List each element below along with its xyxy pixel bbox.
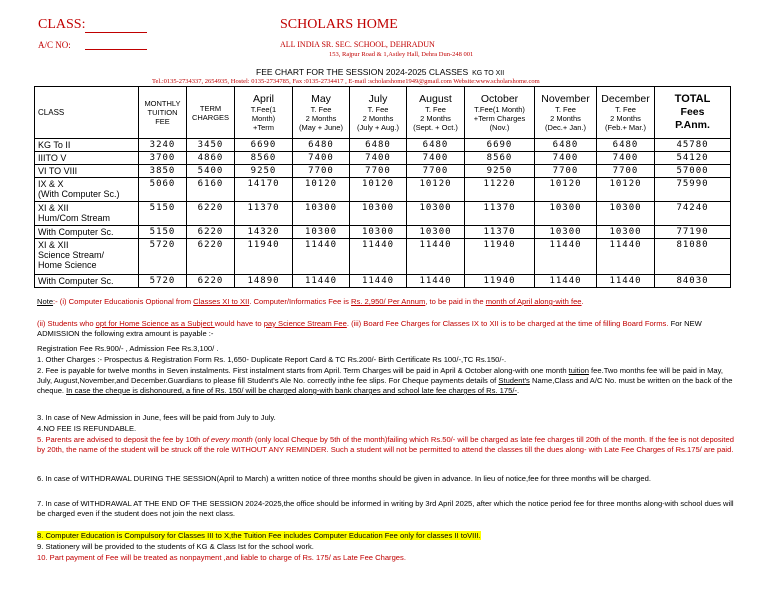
fee-cell: 7700 — [597, 165, 655, 178]
fee-cell: 3700 — [139, 152, 187, 165]
point-5: 5. Parents are advised to deposit the fee by 10th of every month (only local Cheque by 5th of the month)failing which Rs.50/- will be charged as late fee charges till 20th of the month. If the fee is not deposited by 20th, the name of the student will be struck off the role WITHOUT ANY REMINDER. Such a student will not be permitted to attend the classes till the dues along- with Late Fee Charges of Rs.175/ are paid. — [37, 435, 734, 454]
fee-cell: 7700 — [350, 165, 407, 178]
table-header-row — [35, 87, 731, 139]
fee-cell: 7400 — [597, 152, 655, 165]
fee-cell: 57000 — [655, 165, 731, 178]
fee-cell: 10300 — [407, 226, 465, 239]
point-8 — [37, 531, 737, 541]
fee-cell: 7400 — [535, 152, 597, 165]
fee-cell: 11940 — [465, 275, 535, 288]
fee-cell: 5060 — [139, 178, 187, 202]
fee-cell: 10300 — [293, 202, 350, 226]
header-monthly-tuition: MONTHLY TUITION FEE — [139, 87, 187, 139]
fee-cell: 5400 — [187, 165, 235, 178]
fee-cell: 84030 — [655, 275, 731, 288]
class-name-line: Hum/Com Stream — [38, 213, 111, 223]
class-name-line: Science Stream/ — [38, 250, 105, 260]
fee-cell: 11370 — [465, 202, 535, 226]
fee-table — [34, 86, 731, 288]
header-july: July T. Fee 2 Months (July + Aug.) — [350, 87, 407, 139]
fee-cell: 11440 — [535, 275, 597, 288]
fee-cell: 6160 — [187, 178, 235, 202]
table-row — [35, 239, 731, 275]
table-row — [35, 226, 731, 239]
point-3: 3. In case of New Admission in June, fees will be paid from July to July. — [37, 413, 276, 422]
fee-cell: 6480 — [597, 139, 655, 152]
fee-cell: 14170 — [235, 178, 293, 202]
school-address: 153, Rajpur Road & 1,Astley Hall, Dehra Dun-248 001 — [329, 51, 474, 58]
class-cell — [35, 152, 139, 165]
point-9: 9. Stationery will be provided to the students of KG & Class Ist for the school work. — [37, 542, 314, 551]
fee-cell: 7400 — [293, 152, 350, 165]
fee-cell: 75990 — [655, 178, 731, 202]
class-name-line: KG To II — [38, 140, 71, 150]
fee-cell: 7700 — [535, 165, 597, 178]
fee-cell: 4860 — [187, 152, 235, 165]
note-1: Note:- (i) Computer Educationis Optional from Classes XI to XII. Computer/Informatics Fee is Rs. 2,950/ Per Annum, to be paid in the month of April along-with fee. — [37, 297, 584, 306]
class-name-line: VI TO VIII — [38, 166, 78, 176]
contact-line: Tel.:0135-2734337, 2654935, Hostel: 0135-2734785, Fax :0135-2734417 , E-mail :scholarshome1949@gmail.com Website:www.scholarshome.com — [152, 78, 540, 85]
fee-cell: 3450 — [187, 139, 235, 152]
class-cell — [35, 165, 139, 178]
fee-cell: 9250 — [235, 165, 293, 178]
class-cell — [35, 202, 139, 226]
fee-cell: 11940 — [235, 239, 293, 275]
class-blank-line — [85, 20, 147, 33]
table-row — [35, 275, 731, 288]
fee-cell: 5150 — [139, 202, 187, 226]
header-total: TOTAL Fees P.Anm. — [655, 87, 731, 139]
fee-cell: 11440 — [293, 239, 350, 275]
point-6: 6. In case of WITHDRAWAL DURING THE SESSION(April to March) a written notice of three months should be given in advance. In lieu of notice,fee for three months will be charged. — [37, 474, 651, 483]
fee-cell: 10300 — [350, 226, 407, 239]
fee-cell: 45780 — [655, 139, 731, 152]
point-7: 7. In case of WITHDRAWAL AT THE END OF THE SESSION 2024-2025,the office should be informed in writing by 3rd April 2025, after which the notice period fee for three months along-with school dues will be charged even if the student does not join the next class. — [37, 499, 734, 518]
fee-cell: 6220 — [187, 202, 235, 226]
fee-chart-title-classes: KG TO XII — [472, 70, 505, 77]
fee-cell: 11370 — [465, 226, 535, 239]
fee-cell: 54120 — [655, 152, 731, 165]
class-cell — [35, 226, 139, 239]
fee-cell: 5150 — [139, 226, 187, 239]
fee-cell: 11440 — [350, 275, 407, 288]
fee-cell: 77190 — [655, 226, 731, 239]
ac-no-blank-line — [85, 41, 147, 50]
table-row — [35, 178, 731, 202]
fee-cell: 10120 — [293, 178, 350, 202]
fee-cell: 11370 — [235, 202, 293, 226]
header-december: December T. Fee 2 Months (Feb.+ Mar.) — [597, 87, 655, 139]
header-april: April T.Fee(1 Month) +Term — [235, 87, 293, 139]
fee-cell: 10300 — [293, 226, 350, 239]
fee-cell: 81080 — [655, 239, 731, 275]
fee-cell: 7400 — [407, 152, 465, 165]
fee-cell: 5720 — [139, 275, 187, 288]
fee-cell: 9250 — [465, 165, 535, 178]
table-row — [35, 202, 731, 226]
fee-cell: 14320 — [235, 226, 293, 239]
header-august: August T. Fee 2 Months (Sept. + Oct.) — [407, 87, 465, 139]
fee-cell: 6480 — [293, 139, 350, 152]
fee-cell: 7400 — [350, 152, 407, 165]
class-name-line: Home Science — [38, 260, 97, 270]
fee-cell: 11440 — [293, 275, 350, 288]
fee-cell: 3850 — [139, 165, 187, 178]
registration-fee-line: Registration Fee Rs.900/- , Admission Fee Rs.3,100/ . — [37, 344, 219, 353]
fee-cell: 74240 — [655, 202, 731, 226]
table-row — [35, 165, 731, 178]
fee-cell: 6690 — [465, 139, 535, 152]
fee-cell: 10120 — [407, 178, 465, 202]
class-name-line: With Computer Sc. — [38, 276, 114, 286]
point-10: 10. Part payment of Fee will be treated as nonpayment ,and liable to charge of Rs. 175/ as Late Fee Charges. — [37, 553, 406, 562]
class-name-line: XI & XII — [38, 240, 69, 250]
fee-cell: 10300 — [597, 226, 655, 239]
class-field — [38, 17, 147, 33]
fee-table-body — [35, 139, 731, 288]
fee-cell: 10120 — [535, 178, 597, 202]
fee-cell: 10300 — [597, 202, 655, 226]
fee-cell: 8560 — [465, 152, 535, 165]
point-8-highlight: 8. Computer Education is Compulsory for Classes III to X,the Tuition Fee includes Computer Education Fee only for classes II toVIII. — [37, 531, 481, 540]
fee-chart-title-text: FEE CHART FOR THE SESSION 2024-2025 CLASSES — [256, 67, 469, 77]
fee-cell: 11440 — [535, 239, 597, 275]
school-subtitle: ALL INDIA SR. SEC. SCHOOL, DEHRADUN — [280, 40, 435, 49]
table-row — [35, 139, 731, 152]
fee-cell: 11440 — [597, 275, 655, 288]
fee-cell: 6480 — [407, 139, 465, 152]
school-name: SCHOLARS HOME — [280, 17, 398, 32]
fee-cell: 10300 — [350, 202, 407, 226]
fee-cell: 5720 — [139, 239, 187, 275]
fee-cell: 10300 — [535, 202, 597, 226]
ac-no-label: A/C NO: — [38, 40, 71, 50]
class-cell — [35, 275, 139, 288]
header-october: October T.Fee(1 Month) +Term Charges (Nov.) — [465, 87, 535, 139]
point-2: 2. Fee is payable for twelve months in Seven instalments. First instalment starts from April. Term Charges will be paid in April & October along-with one month tuition fee.Two months fee will be paid in May, July, August,November,and December.Guardians to please fill Student's Ale No. correctly inthe fee slips. For Cheque payments details of Student's Name,Class and A/C No. must be written on the back of the cheque. In case the cheque is dishonoured, a fine of Rs. 150/ will be charged along-with bank charges and school late fee charges of Rs. 175/-. — [37, 366, 733, 395]
point-4: 4.NO FEE IS REFUNDABLE. — [37, 424, 137, 433]
class-name-line: IIITO V — [38, 153, 67, 163]
fee-cell: 6220 — [187, 275, 235, 288]
class-name-line: With Computer Sc. — [38, 227, 114, 237]
fee-cell: 14890 — [235, 275, 293, 288]
class-name-line: IX & X — [38, 179, 64, 189]
header-term-charges: TERM CHARGES — [187, 87, 235, 139]
fee-chart-title — [256, 67, 504, 77]
fee-cell: 10300 — [535, 226, 597, 239]
fee-cell: 6480 — [535, 139, 597, 152]
fee-cell: 8560 — [235, 152, 293, 165]
header-november: November T. Fee 2 Months (Dec.+ Jan.) — [535, 87, 597, 139]
class-cell — [35, 239, 139, 275]
fee-cell: 3240 — [139, 139, 187, 152]
point-1: 1. Other Charges :- Prospectus & Registration Form Rs. 1,650- Duplicate Report Card & TC Rs.200/- Birth Certificate Rs 100/-,TC Rs.150/-. — [37, 355, 507, 364]
class-label: CLASS: — [38, 17, 86, 32]
fee-cell: 6690 — [235, 139, 293, 152]
class-name-line: (With Computer Sc.) — [38, 189, 120, 199]
fee-cell: 6220 — [187, 239, 235, 275]
fee-cell: 11940 — [465, 239, 535, 275]
class-cell — [35, 139, 139, 152]
fee-cell: 10300 — [407, 202, 465, 226]
fee-cell: 7700 — [293, 165, 350, 178]
fee-cell: 6480 — [350, 139, 407, 152]
fee-cell: 11440 — [407, 239, 465, 275]
fee-cell: 10120 — [597, 178, 655, 202]
class-name-line: XI & XII — [38, 203, 69, 213]
fee-cell: 10120 — [350, 178, 407, 202]
fee-cell: 11440 — [350, 239, 407, 275]
note-2: (ii) Students who opt for Home Science as a Subject would have to pay Science Stream Fee. (iii) Board Fee Charges for Classes IX to XII is to be charged at the time of filling Board Forms. For NEW ADMISSION the following extra amount is payable :- — [37, 319, 702, 338]
fee-cell: 11440 — [407, 275, 465, 288]
header-class: CLASS — [35, 87, 139, 139]
fee-cell: 11440 — [597, 239, 655, 275]
fee-cell: 7700 — [407, 165, 465, 178]
header-may: May T. Fee 2 Months (May + June) — [293, 87, 350, 139]
fee-cell: 6220 — [187, 226, 235, 239]
ac-no-field — [38, 40, 147, 50]
table-row — [35, 152, 731, 165]
class-cell — [35, 178, 139, 202]
fee-cell: 11220 — [465, 178, 535, 202]
